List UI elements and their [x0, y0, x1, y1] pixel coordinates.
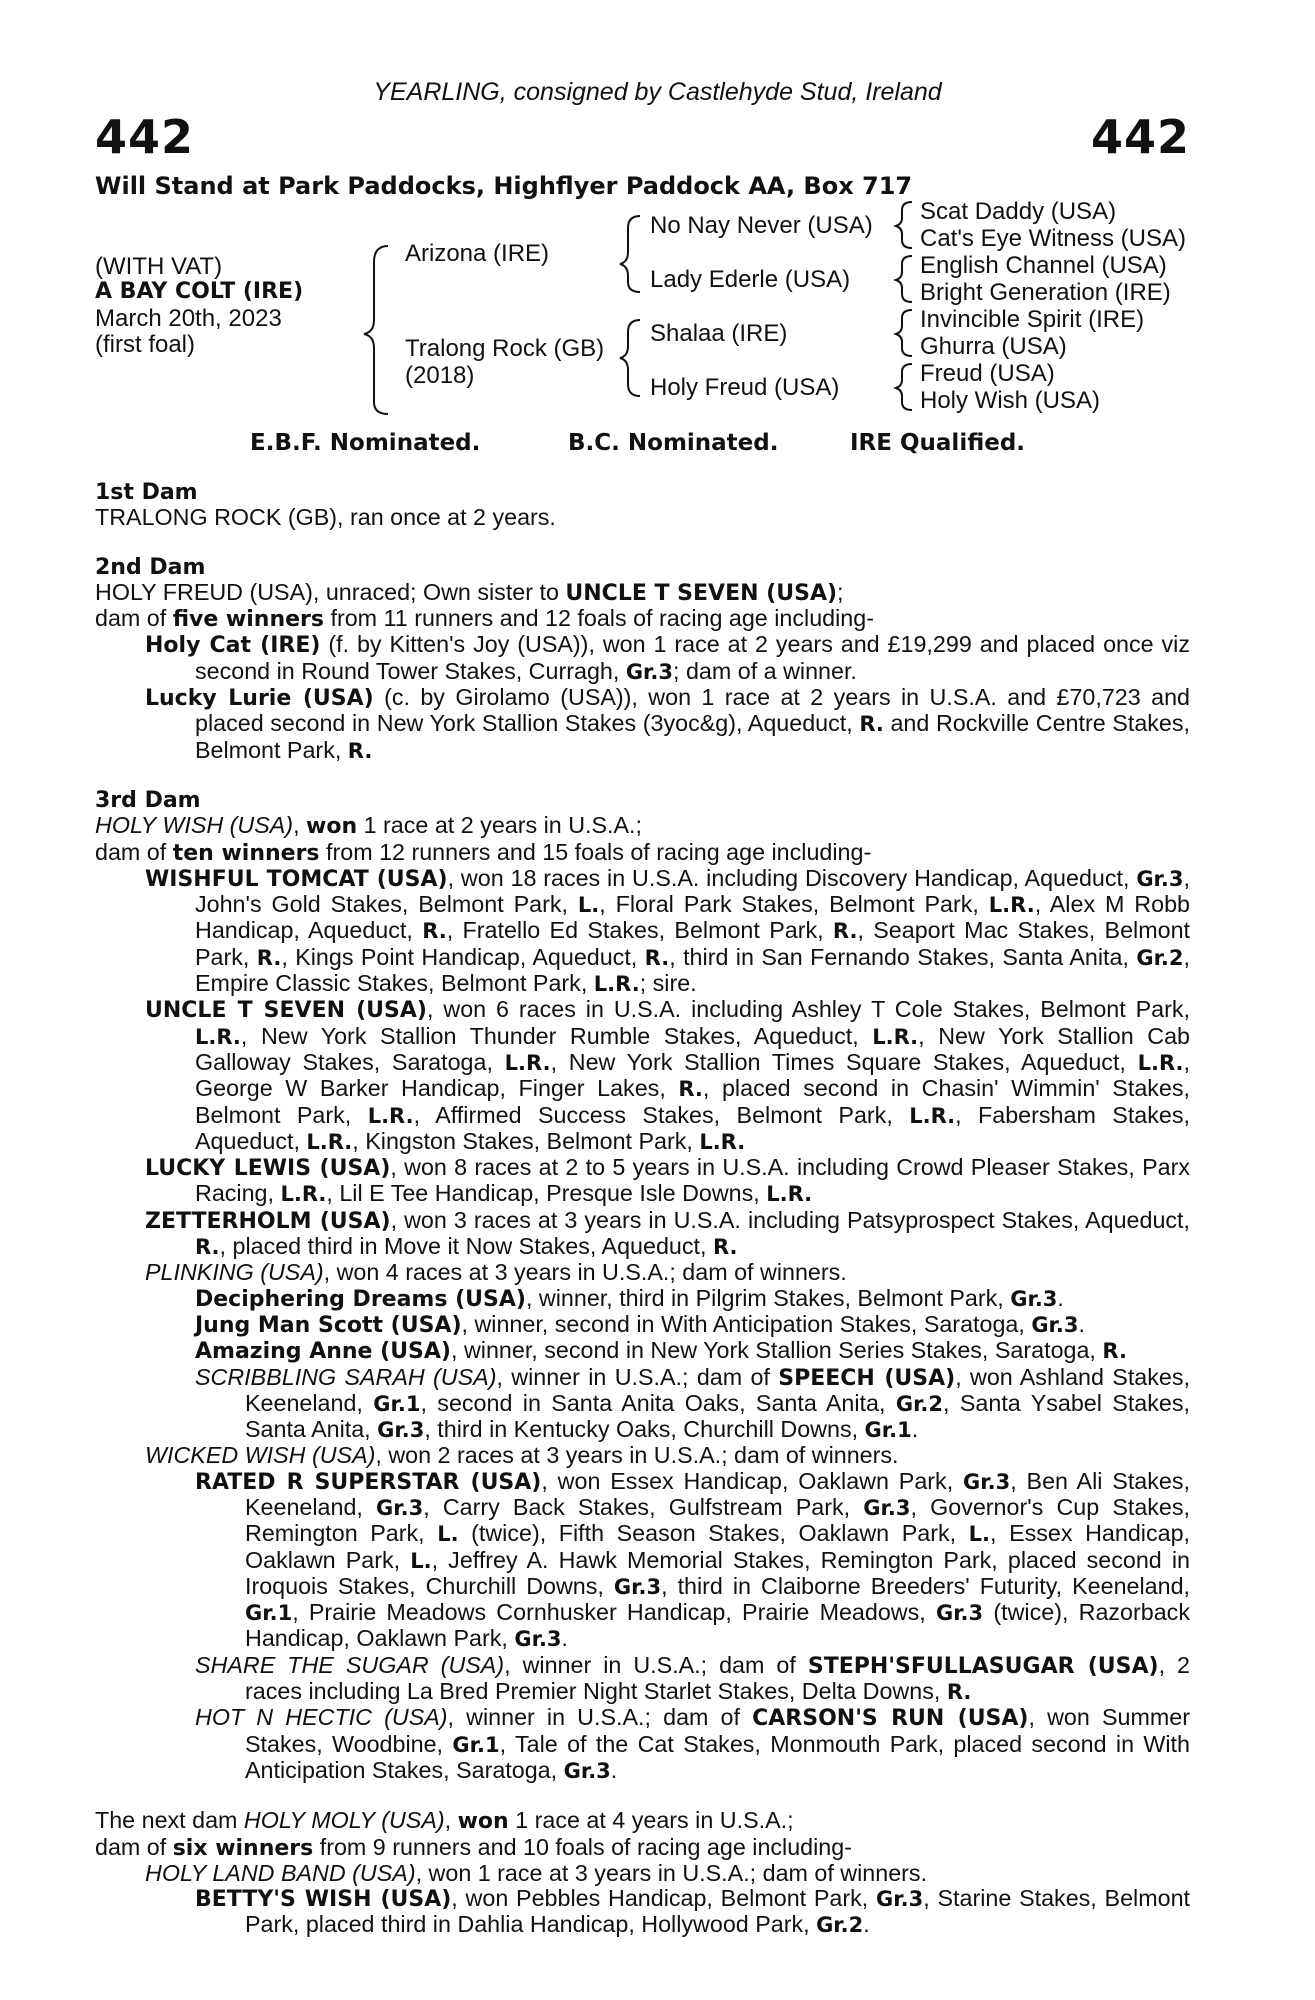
lot-number-left: 442 [95, 110, 195, 164]
entry-holy-land-band: HOLY LAND BAND (USA), won 1 race at 3 years in U.S.A.; dam of winners. [145, 1859, 928, 1886]
next-dam-section [95, 1808, 1190, 1938]
entry-plinking: PLINKING (USA), won 4 races at 3 years in U.S.A.; dam of winners. [145, 1259, 847, 1286]
sire-bracket [620, 216, 640, 292]
dam-sire: Shalaa (IRE) [650, 320, 788, 347]
second-dam-section [95, 555, 1190, 764]
vat-label: (WITH VAT) [95, 253, 223, 280]
next-dam-intro: The next dam HOLY MOLY (USA), won 1 race at 4 years in U.S.A.; [95, 1807, 794, 1835]
third-dam-produce: dam of ten winners from 12 runners and 15 foals of racing age including- [95, 838, 872, 866]
entry-uncle-t-seven: UNCLE T SEVEN (USA), won 6 races in U.S.A. including Ashley T Cole Stakes, Belmont Park, L.R., New York Stallion Thunder Rumble Stakes, Aqueduct, L.R., New York Stallion Cab Galloway Stakes, Saratoga, L.R., New York Stallion Times Square Stakes, Aqueduct, L.R., George W Barker Handicap, Finger Lakes, R., placed second in Chasin' Wimmin' Stakes, Belmont Park, L.R., Affirmed Success Stakes, Belmont Park, L.R., Fabersham Stakes, Aqueduct, L.R., Kingston Stakes, Belmont Park, L.R. [145, 996, 1191, 1154]
entry-lucky-lurie: Lucky Lurie (USA) (c. by Girolamo (USA)), won 1 race at 2 years in U.S.A. and £70,723 and placed second in New York Stallion Stakes (3yoc&g), Aqueduct, R. and Rockville Centre Stakes, Belmont Park, R. [145, 684, 1191, 763]
first-dam-heading: 1st Dam [95, 480, 198, 505]
ggp-5: Invincible Spirit (IRE) [920, 306, 1145, 333]
entry-bettys-wish: BETTY'S WISH (USA), won Pebbles Handicap, Belmont Park, Gr.3, Starine Stakes, Belmont Park, placed third in Dahlia Handicap, Hollywood Park, Gr.2. [195, 1885, 1190, 1938]
main-bracket [364, 246, 388, 414]
sire-sire: No Nay Never (USA) [650, 212, 873, 239]
gp4-bracket [896, 364, 912, 410]
first-dam-text: TRALONG ROCK (GB), ran once at 2 years. [95, 504, 556, 531]
ggp-6: Ghurra (USA) [920, 333, 1067, 360]
dam-year: (2018) [405, 362, 475, 389]
second-dam-produce: dam of five winners from 11 runners and 12 foals of racing age including- [95, 605, 874, 633]
third-dam-intro: HOLY WISH (USA), won 1 race at 2 years in U.S.A.; [95, 812, 643, 840]
ebf-nomination: E.B.F. Nominated. [250, 430, 481, 456]
entry-share-the-sugar: SHARE THE SUGAR (USA), winner in U.S.A.; dam of STEPH'SFULLASUGAR (USA), 2 races including La Bred Premier Night Starlet Stakes, Delta Downs, R. [195, 1651, 1190, 1705]
entry-wicked-wish: WICKED WISH (USA), won 2 races at 3 years in U.S.A.; dam of winners. [145, 1442, 899, 1469]
entry-scribbling-sarah: SCRIBBLING SARAH (USA), winner in U.S.A.; dam of SPEECH (USA), won Ashland Stakes, Keeneland, Gr.1, second in Santa Anita Oaks, Santa Anita, Gr.2, Santa Ysabel Stakes, Santa Anita, Gr.3, third in Kentucky Oaks, Churchill Downs, Gr.1. [195, 1363, 1190, 1443]
gp1-bracket [896, 202, 912, 248]
entry-amazing-anne: Amazing Anne (USA), winner, second in New York Stallion Series Stakes, Saratoga, R. [195, 1337, 1127, 1365]
ggp-8: Holy Wish (USA) [920, 387, 1101, 414]
sire-name: Arizona (IRE) [405, 240, 550, 267]
dam-name: Tralong Rock (GB) [405, 335, 605, 362]
next-dam-produce: dam of six winners from 9 runners and 10 foals of racing age including- [95, 1833, 852, 1861]
entry-lucky-lewis: LUCKY LEWIS (USA), won 8 races at 2 to 5 years in U.S.A. including Crowd Pleaser Stakes, Parx Racing, L.R., Lil E Tee Handicap, Presque Isle Downs, L.R. [145, 1154, 1190, 1207]
horse-name: A BAY COLT (IRE) [95, 279, 304, 304]
ggp-4: Bright Generation (IRE) [920, 279, 1171, 306]
second-dam-intro: HOLY FREUD (USA), unraced; Own sister to UNCLE T SEVEN (USA); [95, 578, 844, 606]
ire-qualified: IRE Qualified. [850, 430, 1026, 456]
entry-deciphering-dreams: Deciphering Dreams (USA), winner, third in Pilgrim Stakes, Belmont Park, Gr.3. [195, 1284, 1064, 1312]
entry-holy-cat: Holy Cat (IRE) (f. by Kitten's Joy (USA)), won 1 race at 2 years and £19,299 and placed once viz second in Round Tower Stakes, Curragh, Gr.3; dam of a winner. [145, 631, 1190, 684]
ggp-3: English Channel (USA) [920, 252, 1167, 279]
second-dam-heading: 2nd Dam [95, 554, 206, 580]
lot-number-right: 442 [1090, 110, 1190, 164]
entry-zetterholm: ZETTERHOLM (USA), won 3 races at 3 years in U.S.A. including Patsyprospect Stakes, Aqueduct, R., placed third in Move it Now Stakes, Aqueduct, R. [145, 1206, 1191, 1260]
stand-location: Will Stand at Park Paddocks, Highflyer Paddock AA, Box 717 [95, 172, 913, 200]
entry-jung-man-scott: Jung Man Scott (USA), winner, second in With Anticipation Stakes, Saratoga, Gr.3. [195, 1310, 1085, 1338]
entry-rated-r-superstar: RATED R SUPERSTAR (USA), won Essex Handicap, Oaklawn Park, Gr.3, Ben Ali Stakes, Keeneland, Gr.3, Carry Back Stakes, Gulfstream Park, Gr.3, Governor's Cup Stakes, Remington Park, L. (twice), Fifth Season Stakes, Oaklawn Park, L., Essex Handicap, Oaklawn Park, L., Jeffrey A. Hawk Memorial Stakes, Remington Park, placed second in Iroquois Stakes, Churchill Downs, Gr.3, third in Claiborne Breeders' Futurity, Keeneland, Gr.1, Prairie Meadows Cornhusker Handicap, Prairie Meadows, Gr.3 (twice), Razorback Handicap, Oaklawn Park, Gr.3. [195, 1467, 1191, 1652]
dam-dam: Holy Freud (USA) [650, 374, 840, 401]
pedigree-brackets [0, 0, 1315, 420]
consignment-header: YEARLING, consigned by Castlehyde Stud, Ireland [373, 78, 942, 106]
foal-note: (first foal) [95, 331, 196, 358]
gp3-bracket [896, 310, 912, 356]
gp2-bracket [896, 256, 912, 302]
first-dam-section [95, 480, 1190, 531]
bc-nomination: B.C. Nominated. [568, 430, 779, 456]
dam-bracket [620, 320, 640, 396]
ggp-2: Cat's Eye Witness (USA) [920, 225, 1186, 252]
entry-wishful-tomcat: WISHFUL TOMCAT (USA), won 18 races in U.S.A. including Discovery Handicap, Aqueduct, Gr.3, John's Gold Stakes, Belmont Park, L., Floral Park Stakes, Belmont Park, L.R., Alex M Robb Handicap, Aqueduct, R., Fratello Ed Stakes, Belmont Park, R., Seaport Mac Stakes, Belmont Park, R., Kings Point Handicap, Aqueduct, R., third in San Fernando Stakes, Santa Anita, Gr.2, Empire Classic Stakes, Belmont Park, L.R.; sire. [145, 864, 1191, 997]
third-dam-heading: 3rd Dam [95, 787, 201, 813]
ggp-7: Freud (USA) [920, 360, 1055, 387]
sire-dam: Lady Ederle (USA) [650, 266, 851, 293]
third-dam-section [95, 788, 1190, 1784]
entry-hot-n-hectic: HOT N HECTIC (USA), winner in U.S.A.; dam of CARSON'S RUN (USA), won Summer Stakes, Woodbine, Gr.1, Tale of the Cat Stakes, Monmouth Park, placed second in With Anticipation Stakes, Saratoga, Gr.3. [195, 1704, 1190, 1783]
foaling-date: March 20th, 2023 [95, 305, 282, 332]
ggp-1: Scat Daddy (USA) [920, 198, 1117, 225]
catalogue-body [95, 480, 1190, 1939]
